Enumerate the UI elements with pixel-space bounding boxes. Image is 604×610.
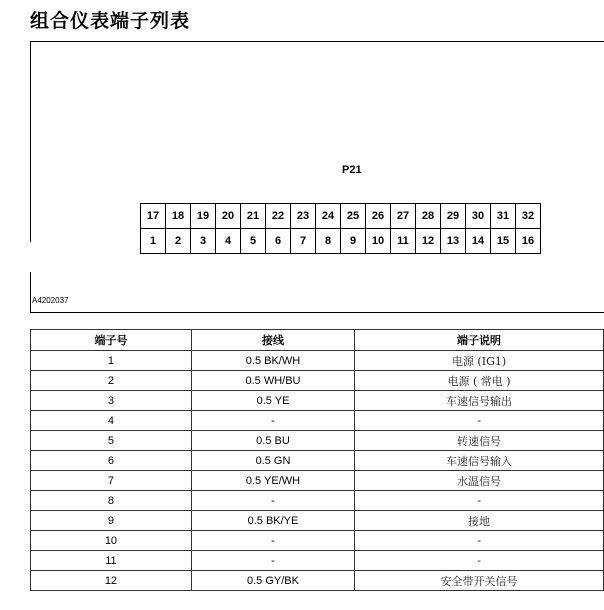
description-cell: 转速信号: [355, 431, 604, 451]
wire-cell: 0.5 GN: [191, 451, 354, 471]
connector-pin: 22: [266, 204, 291, 229]
connector-pin: 16: [516, 229, 541, 254]
terminal-number-cell: 10: [31, 531, 192, 551]
connector-pin: 8: [316, 229, 341, 254]
connector-pin-diagram: [140, 203, 541, 254]
connector-row-top: [141, 204, 541, 229]
description-cell: 水温信号: [355, 471, 604, 491]
terminal-number-cell: 5: [31, 431, 192, 451]
connector-pin: 4: [216, 229, 241, 254]
table-row: [31, 391, 604, 411]
table-row: [31, 351, 604, 371]
wire-cell: 0.5 BK/YE: [191, 511, 354, 531]
connector-pin: 12: [416, 229, 441, 254]
terminal-number-cell: 12: [31, 571, 192, 591]
figure-code: A4202037: [32, 296, 69, 305]
wire-cell: 0.5 BK/WH: [191, 351, 354, 371]
connector-pin: 14: [466, 229, 491, 254]
wire-cell: 0.5 BU: [191, 431, 354, 451]
connector-pin: 2: [166, 229, 191, 254]
connector-pin: 11: [391, 229, 416, 254]
description-cell: 电源 ( 常电 ): [355, 371, 604, 391]
wire-cell: -: [191, 411, 354, 431]
description-cell: 车速信号输出: [355, 391, 604, 411]
table-row: [31, 451, 604, 471]
connector-pin: 1: [141, 229, 166, 254]
description-cell: 车速信号输入: [355, 451, 604, 471]
connector-pin: 29: [441, 204, 466, 229]
terminal-number-cell: 4: [31, 411, 192, 431]
connector-pin: 15: [491, 229, 516, 254]
wire-cell: 0.5 YE/WH: [191, 471, 354, 491]
table-row: [31, 431, 604, 451]
connector-pin: 27: [391, 204, 416, 229]
connector-figure: [30, 41, 604, 313]
connector-pin: 31: [491, 204, 516, 229]
description-cell: 安全带开关信号: [355, 571, 604, 591]
table-row: [31, 511, 604, 531]
terminal-number-cell: 11: [31, 551, 192, 571]
wire-cell: 0.5 YE: [191, 391, 354, 411]
connector-pin: 23: [291, 204, 316, 229]
description-cell: -: [355, 491, 604, 511]
connector-pin: 25: [341, 204, 366, 229]
terminal-number-cell: 2: [31, 371, 192, 391]
description-cell: -: [355, 551, 604, 571]
terminal-number-cell: 9: [31, 511, 192, 531]
connector-pin: 18: [166, 204, 191, 229]
terminal-number-cell: 3: [31, 391, 192, 411]
page-title: 组合仪表端子列表: [30, 10, 191, 32]
terminal-number-cell: 6: [31, 451, 192, 471]
terminal-number-cell: 1: [31, 351, 192, 371]
connector-pin: 28: [416, 204, 441, 229]
connector-pin: 21: [241, 204, 266, 229]
figure-border-gap: [29, 242, 33, 272]
description-cell: -: [355, 531, 604, 551]
column-header-description: 端子说明: [355, 330, 604, 351]
wire-cell: -: [191, 551, 354, 571]
connector-pin: 6: [266, 229, 291, 254]
connector-pin: 17: [141, 204, 166, 229]
connector-pin: 9: [341, 229, 366, 254]
wire-cell: -: [191, 491, 354, 511]
table-row: [31, 491, 604, 511]
connector-name: P21: [342, 164, 362, 176]
terminal-table: [30, 329, 604, 591]
connector-pin: 32: [516, 204, 541, 229]
connector-pin: 30: [466, 204, 491, 229]
connector-pin: 26: [366, 204, 391, 229]
table-row: [31, 411, 604, 431]
connector-pin: 5: [241, 229, 266, 254]
table-header-row: [31, 330, 604, 351]
connector-pin: 20: [216, 204, 241, 229]
connector-pin: 13: [441, 229, 466, 254]
description-cell: -: [355, 411, 604, 431]
wire-cell: 0.5 WH/BU: [191, 371, 354, 391]
connector-pin: 10: [366, 229, 391, 254]
description-cell: 接地: [355, 511, 604, 531]
wire-cell: 0.5 GY/BK: [191, 571, 354, 591]
description-cell: 电源 (IG1): [355, 351, 604, 371]
table-row: [31, 551, 604, 571]
wire-cell: -: [191, 531, 354, 551]
column-header-wire: 接线: [191, 330, 354, 351]
table-row: [31, 471, 604, 491]
connector-row-bottom: [141, 229, 541, 254]
connector-pin: 24: [316, 204, 341, 229]
connector-pin: 19: [191, 204, 216, 229]
table-row: [31, 371, 604, 391]
connector-pin: 7: [291, 229, 316, 254]
table-row: [31, 531, 604, 551]
table-row: [31, 571, 604, 591]
connector-pin: 3: [191, 229, 216, 254]
column-header-terminal-no: 端子号: [31, 330, 192, 351]
terminal-number-cell: 8: [31, 491, 192, 511]
terminal-number-cell: 7: [31, 471, 192, 491]
